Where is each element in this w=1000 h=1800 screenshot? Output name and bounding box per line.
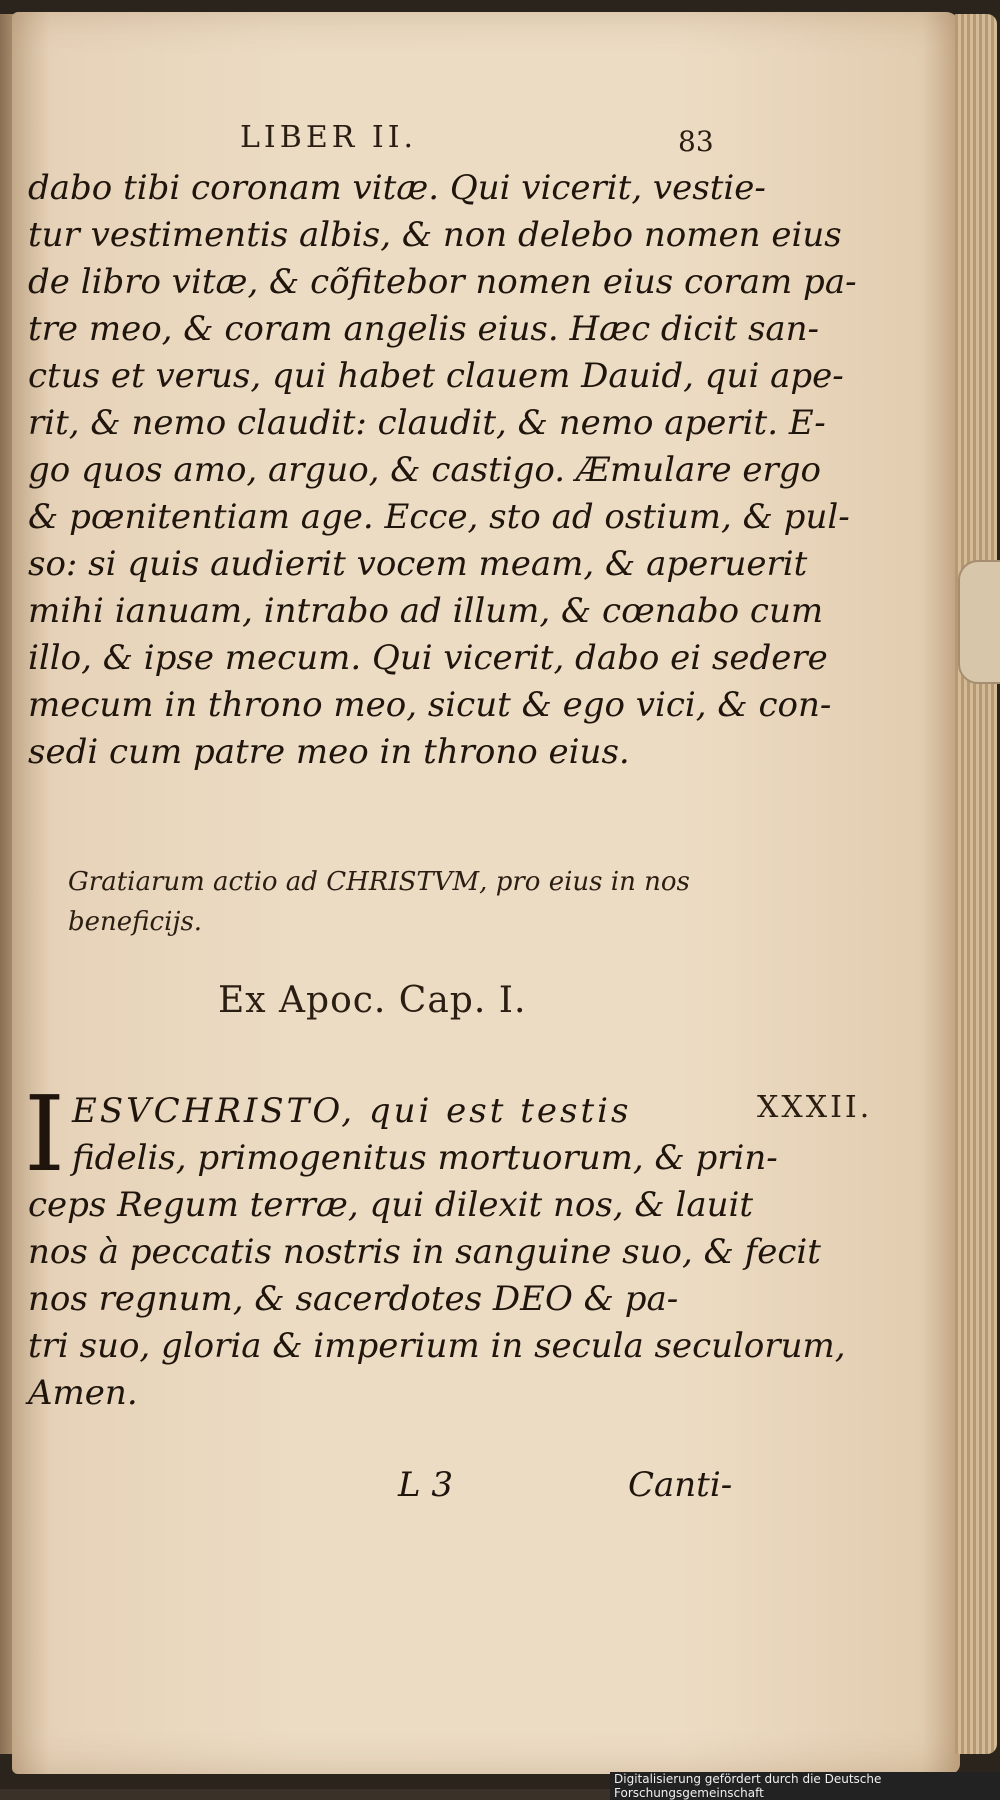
text-line: mecum in throno meo, sicut & ego vici, & con- <box>28 685 832 725</box>
text-line: nos à peccatis nostris in sanguine suo, & fecit <box>28 1232 821 1272</box>
catchword: Canti- <box>628 1465 733 1505</box>
text-line: fidelis, primogenitus mortuorum, & prin- <box>72 1138 778 1178</box>
text-line: nos regnum, & sacerdotes DEO & pa- <box>28 1279 679 1319</box>
drop-cap: I <box>24 1073 66 1195</box>
section-subtitle: Gratiarum actio ad CHRISTVM, pro eius in nos beneficijs. <box>68 867 690 937</box>
text-line: so: si quis audierit vocem meam, & aperuerit <box>28 544 808 584</box>
digitization-credit: Digitalisierung gefördert durch die Deutsche Forschungsgemeinschaft <box>610 1772 1000 1800</box>
text-line: go quos amo, arguo, & castigo. Æmulare ergo <box>28 450 822 490</box>
text-line: rit, & nemo claudit: claudit, & nemo aperit. E- <box>28 403 826 443</box>
text-line: ESVCHRISTO, qui est testis <box>72 1091 632 1131</box>
text-line: tre meo, & coram angelis eius. Hæc dicit san- <box>28 309 820 349</box>
text-line: de libro vitæ, & cõfitebor nomen eius coram pa- <box>28 262 857 302</box>
text-line: ceps Regum terræ, qui dilexit nos, & lauit <box>28 1185 754 1225</box>
text-line: & pœnitentiam age. Ecce, sto ad ostium, & pul- <box>28 497 850 537</box>
source-heading: Ex Apoc. Cap. I. <box>218 980 527 1021</box>
signature-mark: L 3 <box>398 1465 454 1505</box>
text-line: tri suo, gloria & imperium in secula seculorum, <box>28 1326 846 1366</box>
text-line: tur vestimentis albis, & non delebo nomen eius <box>28 215 842 255</box>
text-line: mihi ianuam, intrabo ad illum, & cœnabo cum <box>28 591 824 631</box>
text-line: illo, & ipse mecum. Qui vicerit, dabo ei sedere <box>28 638 828 678</box>
page-edges <box>955 14 997 1754</box>
text-line: ctus et verus, qui habet clauem Dauid, qui ape- <box>28 356 844 396</box>
text-line: dabo tibi coronam vitæ. Qui vicerit, vestie- <box>28 168 766 208</box>
clasp-tab <box>958 560 1000 684</box>
running-title: LIBER II. <box>240 120 418 155</box>
text-line: Amen. <box>28 1373 138 1413</box>
page-number: 83 <box>678 125 714 158</box>
text-line: sedi cum patre meo in throno eius. <box>28 732 630 772</box>
prayer-text <box>28 165 857 776</box>
marginal-number: XXXII. <box>757 1090 873 1125</box>
